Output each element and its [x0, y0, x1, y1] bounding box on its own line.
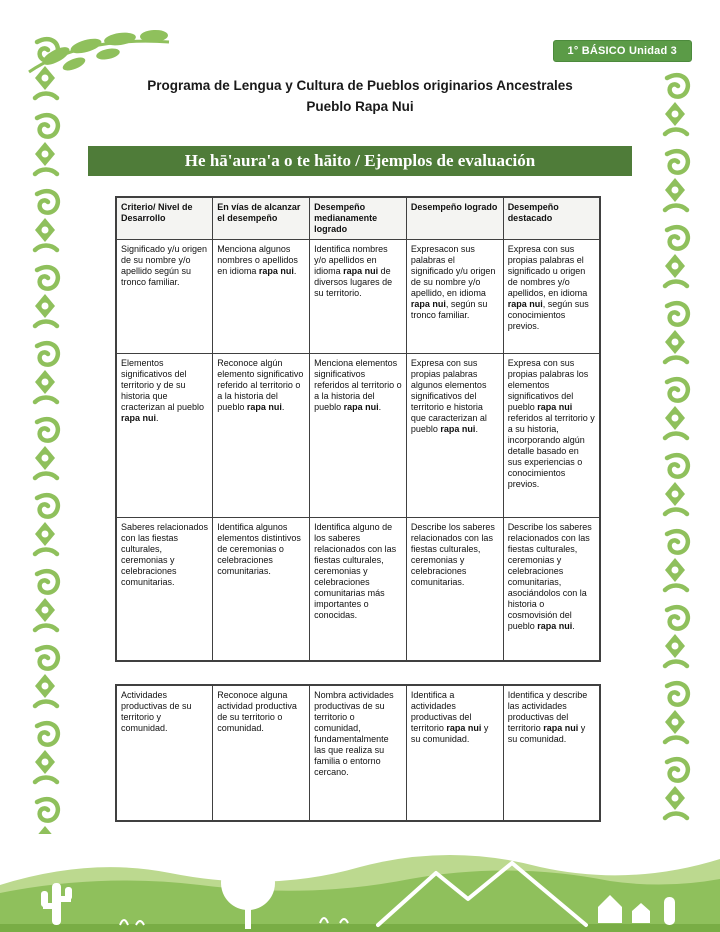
evaluation-table-continued — [115, 684, 601, 822]
corner-leaves-decoration — [24, 24, 174, 79]
table-header-cell: En vías de alcanzar el desempeño — [213, 197, 310, 239]
table-row — [116, 685, 600, 821]
table-cell: Identifica nombres y/o apellidos en idioma rapa nui de diversos lugares de su territorio. — [310, 239, 407, 353]
right-border-motif — [657, 70, 693, 828]
table-row — [116, 353, 600, 517]
section-banner: He hā'aura'a o te hāito / Ejemplos de evaluación — [88, 146, 632, 176]
table-header-cell: Desempeño logrado — [406, 197, 503, 239]
table-header-row — [116, 197, 600, 239]
table-cell: Expresa con sus propias palabras los elementos significativos del pueblo rapa nui referidos al territorio y a su historia, incorporando algún detalle basado en sus experiencias o conocimientos previos. — [503, 353, 600, 517]
table-cell: Significado y/u origen de su nombre y/o apellido según su tronco familiar. — [116, 239, 213, 353]
table-cell: Describe los saberes relacionados con las fiestas culturales, ceremonias y celebraciones comunitarias, asociándolos con la historia o cosmovisión del pueblo rapa nui. — [503, 517, 600, 661]
table-header-cell: Desempeño destacado — [503, 197, 600, 239]
document-header — [70, 76, 650, 118]
table-cell: Expresa con sus propias palabras el significado u origen de nombres y/o apellidos, en idioma rapa nui, según sus conocimientos previos. — [503, 239, 600, 353]
table-row — [116, 517, 600, 661]
table-cell: Saberes relacionados con las fiestas culturales, ceremonias y celebraciones comunitarias. — [116, 517, 213, 661]
table-cell: Identifica a actividades productivas del territorio rapa nui y su comunidad. — [406, 685, 503, 821]
table-cell: Reconoce algún elemento significativo referido al territorio o a la historia del pueblo rapa nui. — [213, 353, 310, 517]
evaluation-table — [115, 196, 601, 662]
table-header-cell: Criterio/ Nivel de Desarrollo — [116, 197, 213, 239]
table-cell: Reconoce alguna actividad productiva de su territorio o comunidad. — [213, 685, 310, 821]
program-title: Programa de Lengua y Cultura de Pueblos originarios Ancestrales — [147, 78, 573, 93]
unit-badge: 1° BÁSICO Unidad 3 — [553, 40, 692, 62]
left-border-motif — [27, 34, 63, 834]
bottom-landscape-illustration — [0, 827, 720, 932]
table-cell: Identifica algunos elementos distintivos de ceremonias o celebraciones comunitarias. — [213, 517, 310, 661]
table-row — [116, 239, 600, 353]
table-cell: Expresa con sus propias palabras algunos elementos significativos del territorio e historia que caracterizan al pueblo rapa nui. — [406, 353, 503, 517]
table-cell: Elementos significativos del territorio y de su historia que cracterizan al pueblo rapa nui. — [116, 353, 213, 517]
table-header-cell: Desempeño medianamente logrado — [310, 197, 407, 239]
table-cell: Expresacon sus palabras el significado y/u origen de su nombre y/o apellido, en idioma rapa nui, según su tronco familiar. — [406, 239, 503, 353]
evaluation-tables-area — [115, 196, 601, 822]
table-cell: Menciona algunos nombres o apellidos en idioma rapa nui. — [213, 239, 310, 353]
table-cell: Menciona elementos significativos referidos al territorio o a la historia del pueblo rapa nui. — [310, 353, 407, 517]
table-cell: Describe los saberes relacionados con las fiestas culturales, ceremonias y celebraciones comunitarias. — [406, 517, 503, 661]
table-cell: Nombra actividades productivas de su territorio o comunidad, fundamentalmente las que realiza su familia o entorno cercano. — [310, 685, 407, 821]
table-cell: Actividades productivas de su territorio y comunidad. — [116, 685, 213, 821]
table-cell: Identifica alguno de los saberes relacionados con las fiestas culturales, ceremonias y celebraciones comunitarias más importantes o conocidas. — [310, 517, 407, 661]
pueblo-title: Pueblo Rapa Nui — [306, 98, 414, 114]
table-cell: Identifica y describe las actividades productivas del territorio rapa nui y su comunidad. — [503, 685, 600, 821]
